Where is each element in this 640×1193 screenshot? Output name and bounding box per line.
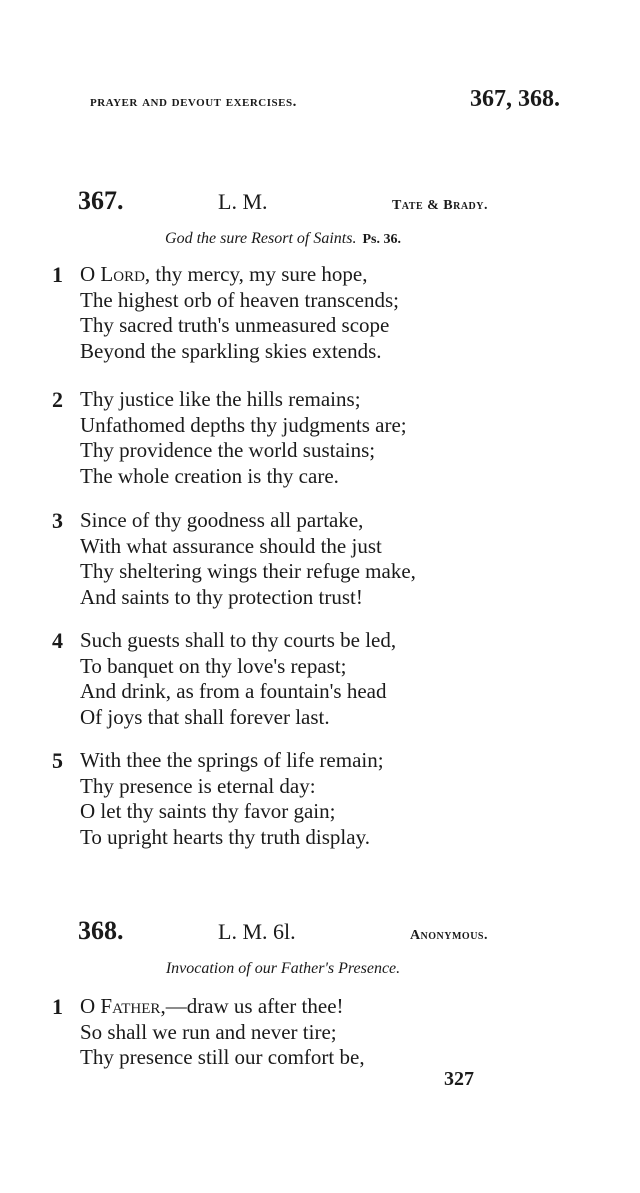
running-title: prayer and devout exercises.	[90, 94, 297, 110]
verse-number: 4	[52, 628, 63, 653]
verse-line	[80, 994, 520, 1020]
verse-line: So shall we run and never tire;	[80, 1019, 337, 1044]
hymn-367-heading	[78, 186, 488, 216]
verse-line: Thy presence still our comfort be,	[80, 1045, 365, 1069]
hymn-meter: L. M.	[218, 189, 268, 214]
hymn-author: Tate & Brady.	[391, 198, 488, 213]
verse-line: Thy sacred truth's unmeasured scope	[80, 313, 390, 337]
verse-line: Thy sheltering wings their refuge make,	[80, 559, 416, 583]
verse-number: 1	[52, 262, 63, 287]
running-hymn-numbers: 367, 368.	[470, 86, 560, 112]
verse-line: The highest orb of heaven transcends;	[80, 287, 399, 312]
verse-line: Unfathomed depths thy judgments are;	[80, 412, 407, 437]
verse-line: O let thy saints thy favor gain;	[80, 799, 336, 823]
verse-line: With what assurance should the just	[80, 533, 382, 558]
verse-line-rest: , thy mercy, my sure hope,	[144, 262, 368, 286]
verse-line-start: O	[80, 994, 101, 1018]
verse-line: Such guests shall to thy courts be led,	[80, 628, 397, 652]
hymn-number: 368.	[78, 916, 124, 945]
verse-number: 3	[52, 508, 63, 533]
running-head	[90, 86, 560, 113]
hymn-subtitle-text: God the sure Resort of Saints.	[165, 230, 357, 247]
verse-line: Since of thy goodness all partake,	[80, 508, 364, 532]
verse-line-smallcaps: Father	[100, 994, 161, 1018]
hymn-meter: L. M. 6l.	[218, 919, 296, 944]
verse-line: And drink, as from a fountain's head	[80, 679, 387, 703]
verse-line: To upright hearts thy truth display.	[80, 824, 370, 849]
verse-line-rest: ,—draw us after thee!	[160, 994, 344, 1018]
verse-line: Beyond the sparkling skies extends.	[80, 338, 382, 363]
hymn-368-heading	[78, 916, 488, 946]
verse-line: Thy providence the world sustains;	[80, 438, 376, 462]
hymn-367-subtitle	[78, 230, 488, 248]
verse-number: 1	[52, 994, 63, 1019]
verse-line: To banquet on thy love's repast;	[80, 653, 347, 678]
verse-line: Of joys that shall forever last.	[80, 704, 330, 729]
verse-line: And saints to thy protection trust!	[80, 584, 363, 609]
hymn-number: 367.	[78, 186, 124, 215]
verse-line	[80, 262, 520, 288]
verse-line-smallcaps: Lord	[100, 262, 145, 286]
hymn-subtitle-text: Invocation of our Father's Presence.	[165, 960, 401, 977]
verse-line: Thy justice like the hills remains;	[80, 387, 361, 411]
verse-number: 5	[52, 748, 63, 773]
verse-line-start: O	[80, 262, 101, 286]
verse-line: The whole creation is thy care.	[80, 463, 339, 488]
scripture-reference: Ps. 36.	[362, 232, 401, 247]
verse-line: With thee the springs of life remain;	[80, 748, 384, 772]
hymn-author: Anonymous.	[409, 928, 488, 943]
hymn-368-subtitle	[78, 960, 488, 978]
page-number: 327	[444, 1068, 474, 1090]
verse-line: Thy presence is eternal day:	[80, 773, 316, 798]
verse-number: 2	[52, 387, 63, 412]
